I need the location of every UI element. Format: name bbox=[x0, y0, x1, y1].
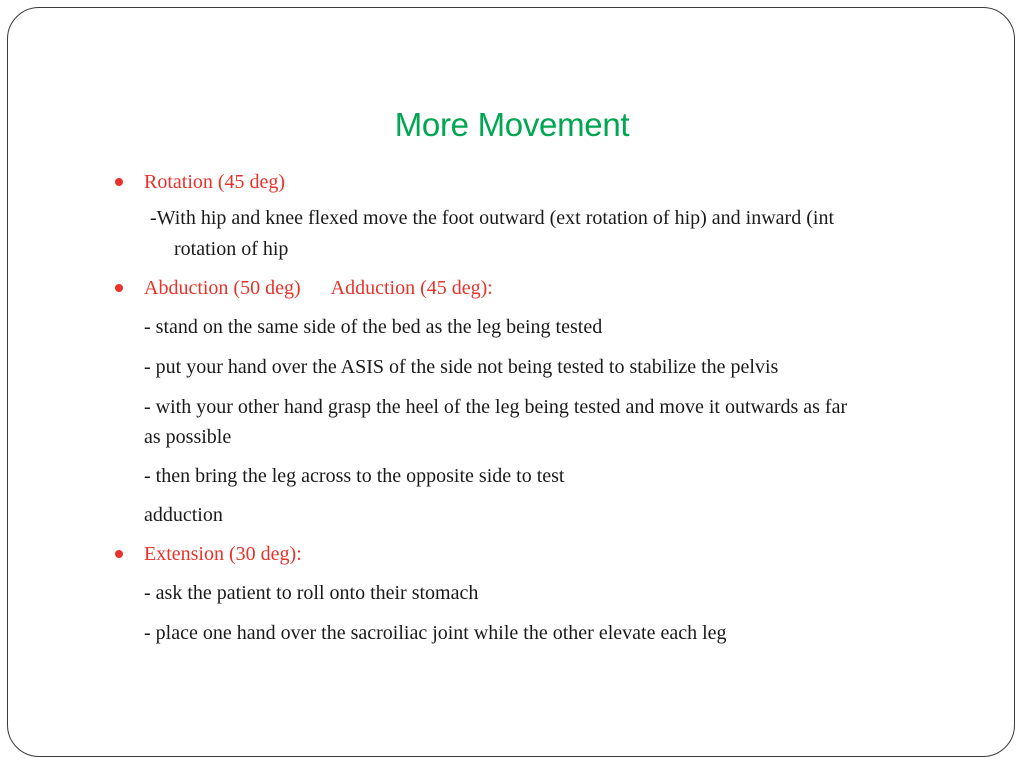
rotation-line-1: -With hip and knee flexed move the foot outward (ext rotation of hip) and inward (int bbox=[150, 207, 834, 229]
rotation-line-2: rotation of hip bbox=[174, 238, 289, 260]
bullet-abduction-heading bbox=[144, 273, 493, 303]
bullet-dot bbox=[115, 284, 123, 292]
adduction-label: Adduction (45 deg): bbox=[330, 277, 493, 299]
abduction-line-2: - put your hand over the ASIS of the side not being tested to stabilize the pelvis bbox=[144, 356, 779, 378]
abduction-line-1: - stand on the same side of the bed as the leg being tested bbox=[144, 316, 603, 338]
bullet-rotation-heading: Rotation (45 deg) bbox=[144, 171, 286, 193]
abduction-line-4: as possible bbox=[144, 426, 232, 448]
extension-line-1: - ask the patient to roll onto their stomach bbox=[144, 582, 479, 604]
bullet-dot bbox=[115, 178, 123, 186]
abduction-line-6: adduction bbox=[144, 504, 223, 526]
bullet-dot bbox=[115, 550, 123, 558]
abduction-label: Abduction (50 deg) bbox=[144, 277, 301, 299]
bullet-extension-heading: Extension (30 deg): bbox=[144, 543, 302, 565]
abduction-line-5: - then bring the leg across to the opposite side to test bbox=[144, 465, 565, 487]
slide-title: More Movement bbox=[394, 106, 630, 143]
extension-line-2: - place one hand over the sacroiliac joint while the other elevate each leg bbox=[144, 622, 727, 644]
abduction-line-3: - with your other hand grasp the heel of the leg being tested and move it outwards as far bbox=[144, 396, 848, 418]
